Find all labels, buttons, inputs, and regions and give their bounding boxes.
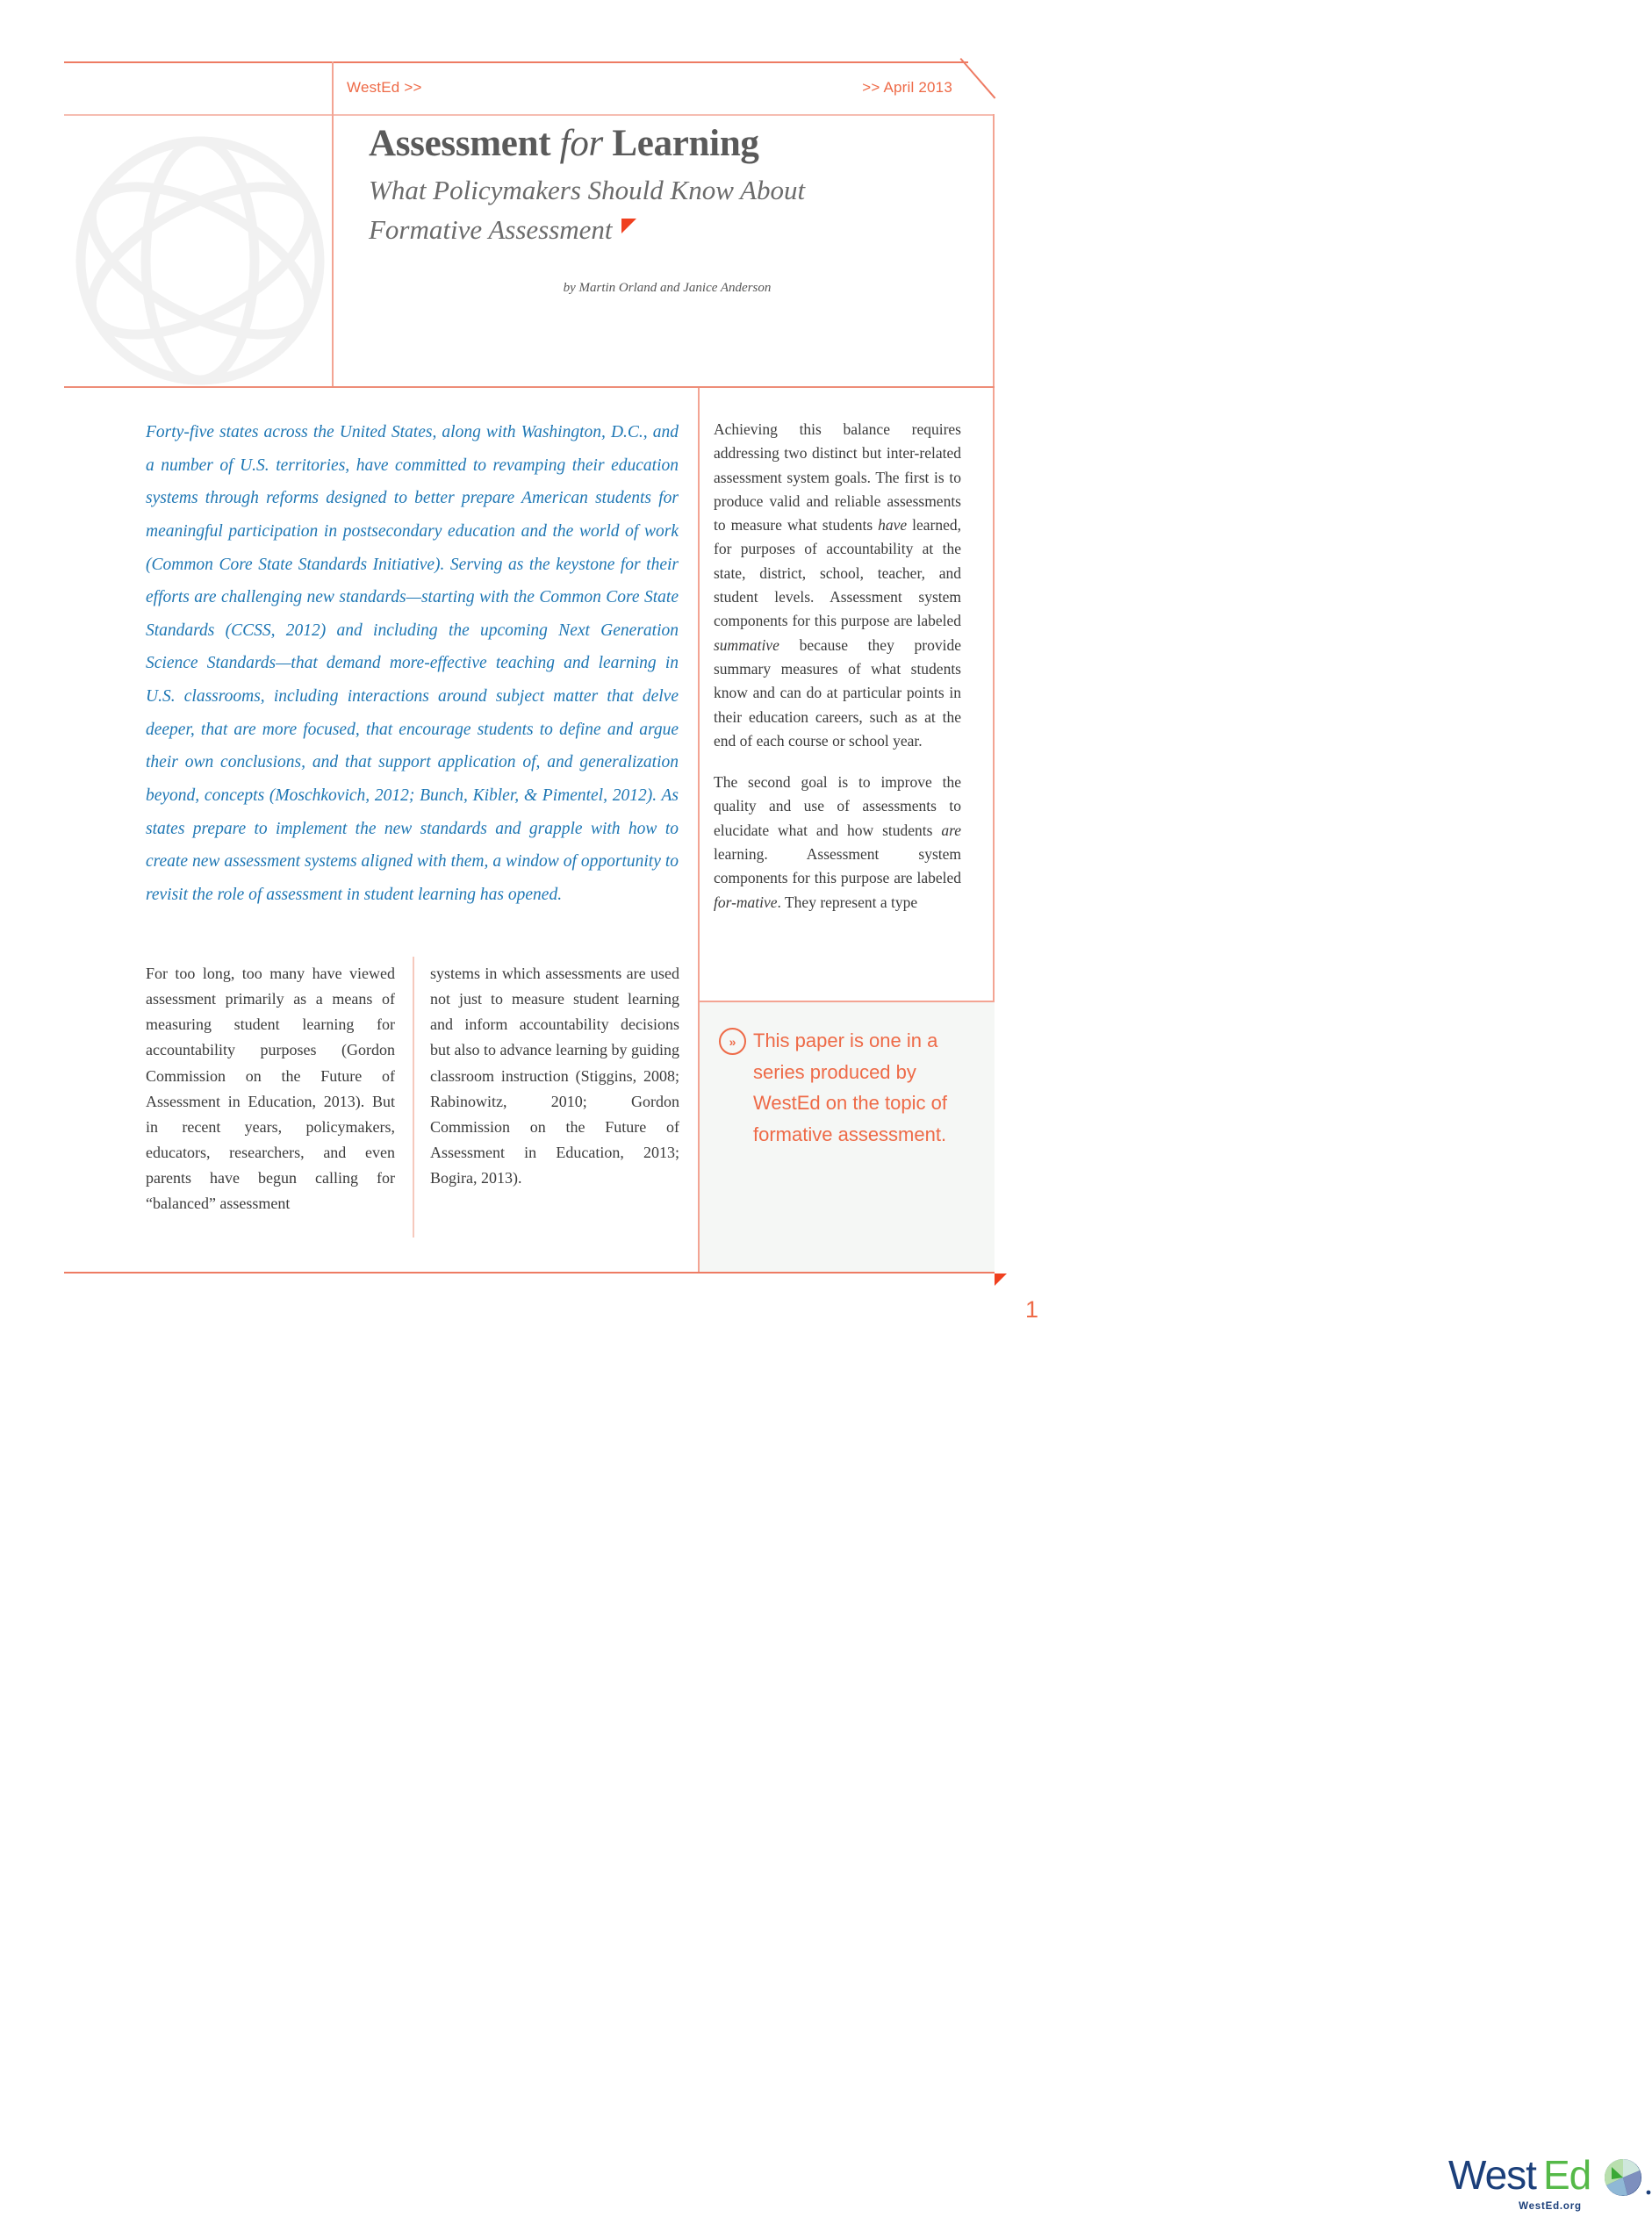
title-part-2: Learning (602, 123, 759, 164)
body-paragraph: systems in which assessments are used not just to measure student learning and inform accountability decisions but also to advance learning by guiding classroom instruction (Stiggins, 2008; Rabinowitz, 2010; Gordon Commission on the Future of Assessment in Education, 2013; Bogira, 2013). (430, 965, 679, 1187)
rp1-c: because they provide summary measures of what students know and can do at particular points in their education careers, such as at the end of each course or school year. (714, 635, 961, 750)
corner-triangle-marker (995, 1274, 1007, 1286)
right-paragraph-two (714, 771, 961, 915)
page-subtitle (369, 171, 966, 250)
lead-paragraph: Forty-five states across the United States, along with Washington, D.C., and a number of U.S. territories, have committed to revamping their education systems through reforms designed to better prepare American students for meaningful participation in postsecondary education and the world of work (Common Core State Standards Initiative). Serving as the keystone for their efforts are challenging new standards—starting with the Common Core State Standards (CCSS, 2012) and including the upcoming Next Generation Science Standards—that demand more-effective teaching and learning in U.S. classrooms, including interactions around subject matter that delve deeper, that are more focused, that encourage students to define and argue their own conclusions, and that support application of, and generalization beyond, concepts (Moschkovich, 2012; Bunch, Kibler, & Pimentel, 2012). As states prepare to implement the new standards and grapple with how to create new assessment systems aligned with them, a window of opportunity to revisit the role of assessment in student learning has opened. (146, 423, 679, 904)
rp1-emphasis-summative: summative (714, 635, 779, 654)
callout-text: This paper is one in a series produced by WestEd on the topic of formative assessment. (753, 1030, 947, 1145)
subtitle-line-1: What Policymakers Should Know About (369, 175, 806, 206)
frame-corner-diagonal (966, 61, 1000, 116)
frame-masthead-rule (64, 386, 995, 388)
masthead (369, 123, 966, 250)
rp2-emphasis-are: are (941, 821, 961, 839)
rp1-b: learned, for purposes of accountability at the state, district, school, teacher, and student levels. Assessment system components for this purpose are labeled (714, 516, 961, 630)
page-title (369, 123, 966, 164)
right-paragraph-one (714, 418, 961, 753)
rp2-b: learning. Assessment system components for this purpose are labeled (714, 845, 961, 887)
title-part-1: Assessment (369, 123, 560, 164)
page-number: 1 (1025, 1296, 1039, 1323)
callout-inner (719, 1025, 979, 1151)
byline: by Martin Orland and Janice Anderson (563, 281, 772, 295)
svg-text:Ed: Ed (1543, 2152, 1591, 2198)
frame-header-bottom-rule (64, 114, 995, 116)
rp2-c: . They represent a type (777, 893, 918, 911)
svg-text:West: West (1448, 2152, 1536, 2198)
rp1-a: Achieving this balance requires addressing two distinct but inter-related assessment system goals. The first is to produce valid and reliable assessments to measure what students (714, 420, 961, 535)
series-callout-box (700, 1002, 1591, 2212)
header-brand: WestEd >> (347, 79, 422, 96)
header-date: >> April 2013 (862, 79, 952, 96)
wested-url: WestEd.org (1519, 2201, 1582, 2212)
masthead-left-divider (332, 61, 334, 386)
rp2-a: The second goal is to improve the quality and use of assessments to elucidate what and how students (714, 773, 961, 839)
globe-watermark-icon (68, 136, 332, 386)
body-paragraph: For too long, too many have viewed assessment primarily as a means of measuring student learning for accountability purposes (Gordon Commission on the Future of Assessment in Education, 2013). But in recent years, policymakers, educators, researchers, and even parents have begun calling for “balanced” assessment (146, 965, 395, 1213)
rp1-emphasis-have: have (878, 516, 908, 535)
title-for-word: for (559, 123, 603, 164)
subtitle-line-2-wrap (369, 211, 966, 250)
body-column-divider (413, 957, 414, 1238)
right-sidebar-column (714, 418, 961, 915)
frame-bottom-rule (64, 1272, 995, 1274)
wested-logo (1448, 2154, 1652, 2217)
triangle-marker-icon (621, 219, 636, 233)
body-column-one (146, 961, 395, 1217)
chevron-double-right-icon: » (719, 1028, 746, 1055)
subtitle-line-2: Formative Assessment (369, 214, 613, 246)
body-column-two (430, 961, 679, 1191)
rp2-emphasis-formative: for-mative (714, 893, 778, 911)
page-header (347, 63, 952, 112)
